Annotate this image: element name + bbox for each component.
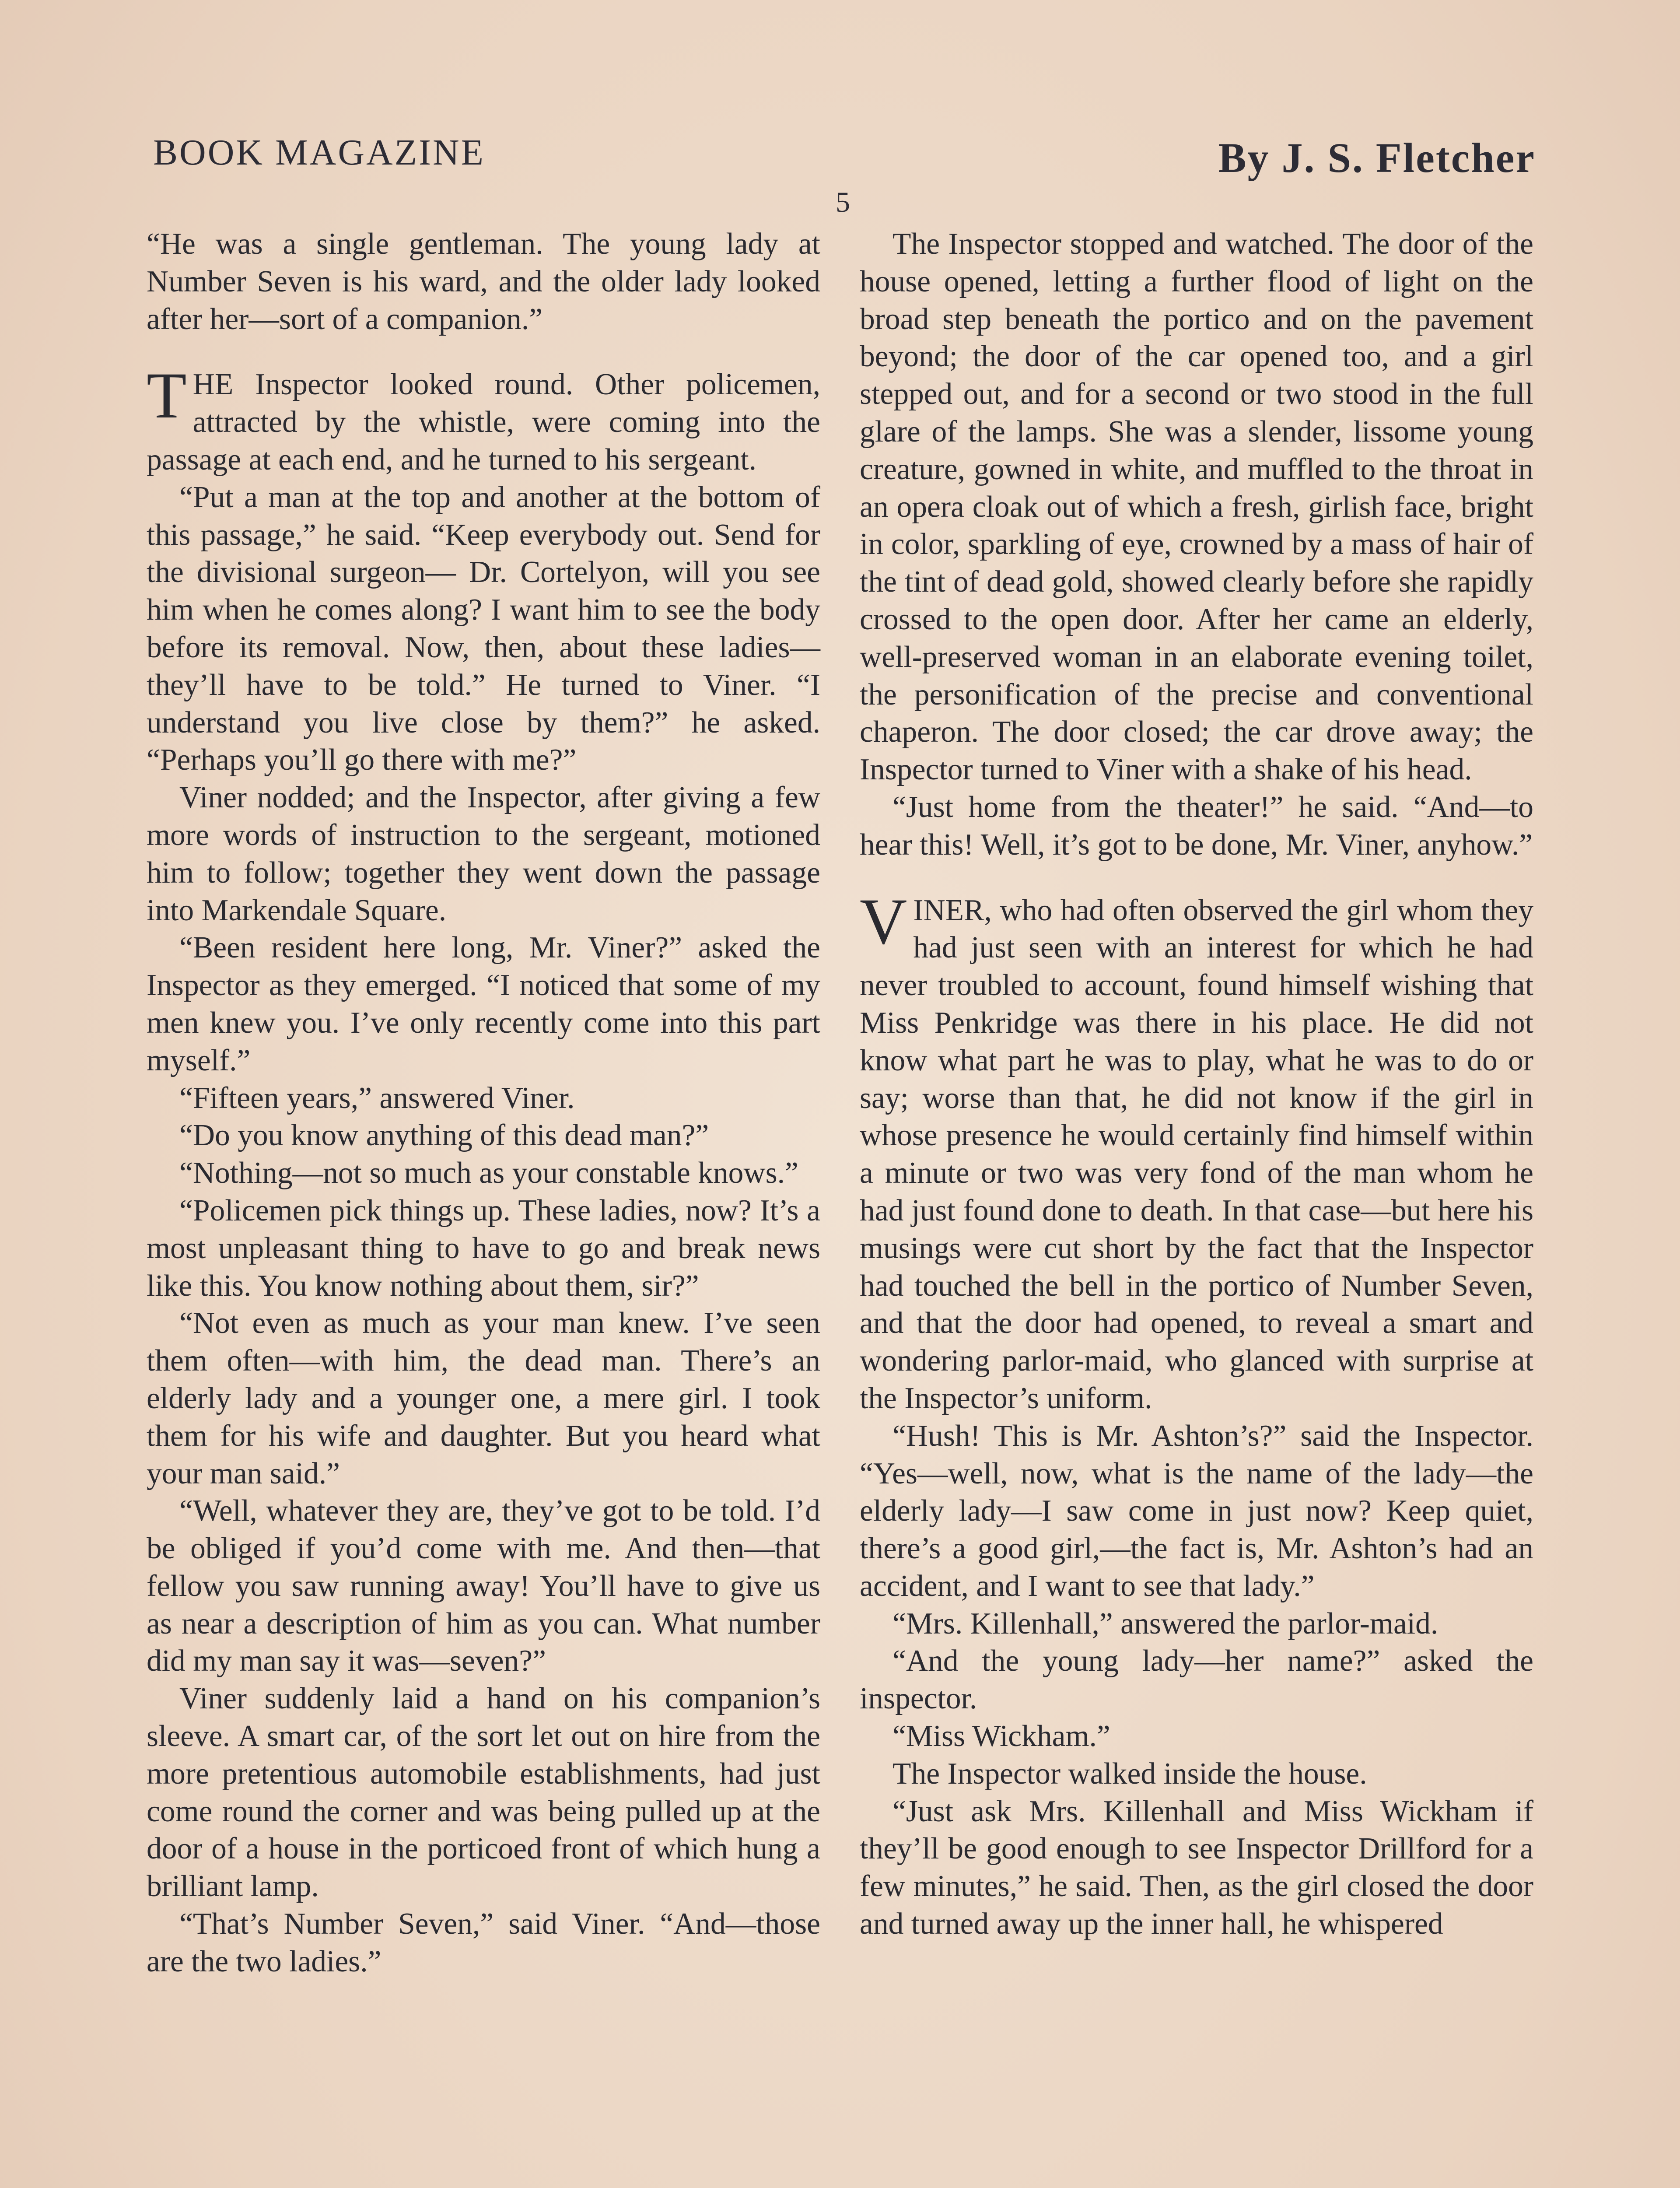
paragraph: Viner suddenly laid a hand on his companion’s sleeve. A smart car, of the sort let out on hire from the more pretentious automobile establishments, had just come round the corner and was being pulled up at the door of a house in the porticoed front of which hung a brilliant lamp. bbox=[147, 1682, 820, 1904]
paragraph: The Inspector walked inside the house. bbox=[892, 1757, 1367, 1791]
paragraph-text: INER, who had often observed the girl whom they had just seen with an interest for which he had never troubled to account, found himself wishing that Miss Penkridge was there in his place. He did not know what part he was to play, what he was to do or say; worse than that, he did not know if the girl in whose presence he would certainly find himself within a minute or two was very fond of the man whom he had just found done to death. In that case—but here his musings were cut short by the fact that the Inspector had touched the bell in the portico of Number Seven, and that the door had opened, to reveal a smart and wondering parlor-maid, who glanced with surprise at the Inspector’s uniform. bbox=[860, 893, 1533, 1415]
paragraph: “Fifteen years,” answered Viner. bbox=[179, 1081, 575, 1115]
right-text-column bbox=[860, 225, 1533, 1943]
drop-cap-letter: V bbox=[860, 885, 907, 958]
page-number: 5 bbox=[836, 186, 850, 218]
author-byline: By J. S. Fletcher bbox=[1218, 134, 1536, 181]
drop-cap-letter: T bbox=[147, 359, 187, 432]
paragraph: “Do you know anything of this dead man?” bbox=[179, 1119, 709, 1153]
left-text-column bbox=[147, 225, 820, 1981]
paragraph-with-dropcap bbox=[860, 885, 1533, 1417]
paragraph: “He was a single gentleman. The young lady at Number Seven is his ward, and the older lady looked after her—sort of a companion.” bbox=[147, 227, 820, 336]
paragraph: “And the young lady—her name?” asked the inspector. bbox=[860, 1644, 1533, 1716]
paragraph: “Hush! This is Mr. Ashton’s?” said the Inspector. “Yes—well, now, what is the name of the lady—the elderly lady—I saw come in just now? Keep quiet, there’s a good girl,—the fact is, Mr. Ashton’s had an accident, and I want to see that lady.” bbox=[860, 1419, 1533, 1603]
paragraph: “Mrs. Killenhall,” answered the parlor-maid. bbox=[892, 1606, 1438, 1641]
paragraph: “Just ask Mrs. Killenhall and Miss Wickham if they’ll be good enough to see Inspector Drillford for a few minutes,” he said. Then, as the girl closed the door and turned away up the inner hall, he whispered bbox=[860, 1794, 1533, 1941]
paragraph: “Just home from the theater!” he said. “And—to hear this! Well, it’s got to be done, Mr. Viner, anyhow.” bbox=[860, 790, 1533, 862]
paragraph: “Put a man at the top and another at the bottom of this passage,” he said. “Keep everybody out. Send for the divisional surgeon— Dr. Cortelyon, will you see him when he comes along? I want him to see the body before its removal. Now, then, about these ladies—they’ll have to be told.” He turned to Viner. “I understand you live close by them?” he asked. “Perhaps you’ll go there with me?” bbox=[147, 480, 820, 777]
paragraph: The Inspector stopped and watched. The door of the house opened, letting a further flood of light on the broad step beneath the portico and on the pavement beyond; the door of the car opened too, and a girl stepped out, and for a second or two stood in the full glare of the lamps. She was a slender, lissome young creature, gowned in white, and muffled to the throat in an opera cloak out of which a fresh, girlish face, bright in color, sparkling of eye, crowned by a mass of hair of the tint of dead gold, showed clearly before she rapidly crossed to the open door. After her came an elderly, well-preserved woman in an elaborate evening toilet, the personification of the precise and conventional chaperon. The door closed; the car drove away; the Inspector turned to Viner with a shake of his head. bbox=[860, 227, 1533, 787]
paragraph: “Been resident here long, Mr. Viner?” asked the Inspector as they emerged. “I noticed that some of my men knew you. I’ve only recently come into this part myself.” bbox=[147, 931, 820, 1077]
paragraph-with-dropcap bbox=[147, 359, 820, 478]
paragraph-text: HE Inspector looked round. Other policemen, attracted by the whistle, were coming into the passage at each end, and he turned to his sergeant. bbox=[147, 368, 820, 477]
paragraph: “Well, whatever they are, they’ve got to be told. I’d be obliged if you’d come with me. And then—that fellow you saw running away! You’ll have to give us as near a description of him as you can. What number did my man say it was—seven?” bbox=[147, 1494, 820, 1678]
paragraph: “Nothing—not so much as your constable knows.” bbox=[179, 1156, 798, 1190]
paragraph: “Miss Wickham.” bbox=[892, 1719, 1110, 1753]
paragraph: Viner nodded; and the Inspector, after giving a few more words of instruction to the sergeant, motioned him to follow; together they went down the passage into Markendale Square. bbox=[147, 781, 820, 927]
magazine-title: BOOK MAGAZINE bbox=[153, 132, 485, 173]
paragraph: “Not even as much as your man knew. I’ve seen them often—with him, the dead man. There’s an elderly lady and a younger one, a mere girl. I took them for his wife and daughter. But you heard what your man said.” bbox=[147, 1306, 820, 1490]
paragraph: “Policemen pick things up. These ladies, now? It’s a most unpleasant thing to have to go and break news like this. You know nothing about them, sir?” bbox=[147, 1193, 820, 1303]
paragraph: “That’s Number Seven,” said Viner. “And—those are the two ladies.” bbox=[147, 1907, 820, 1978]
